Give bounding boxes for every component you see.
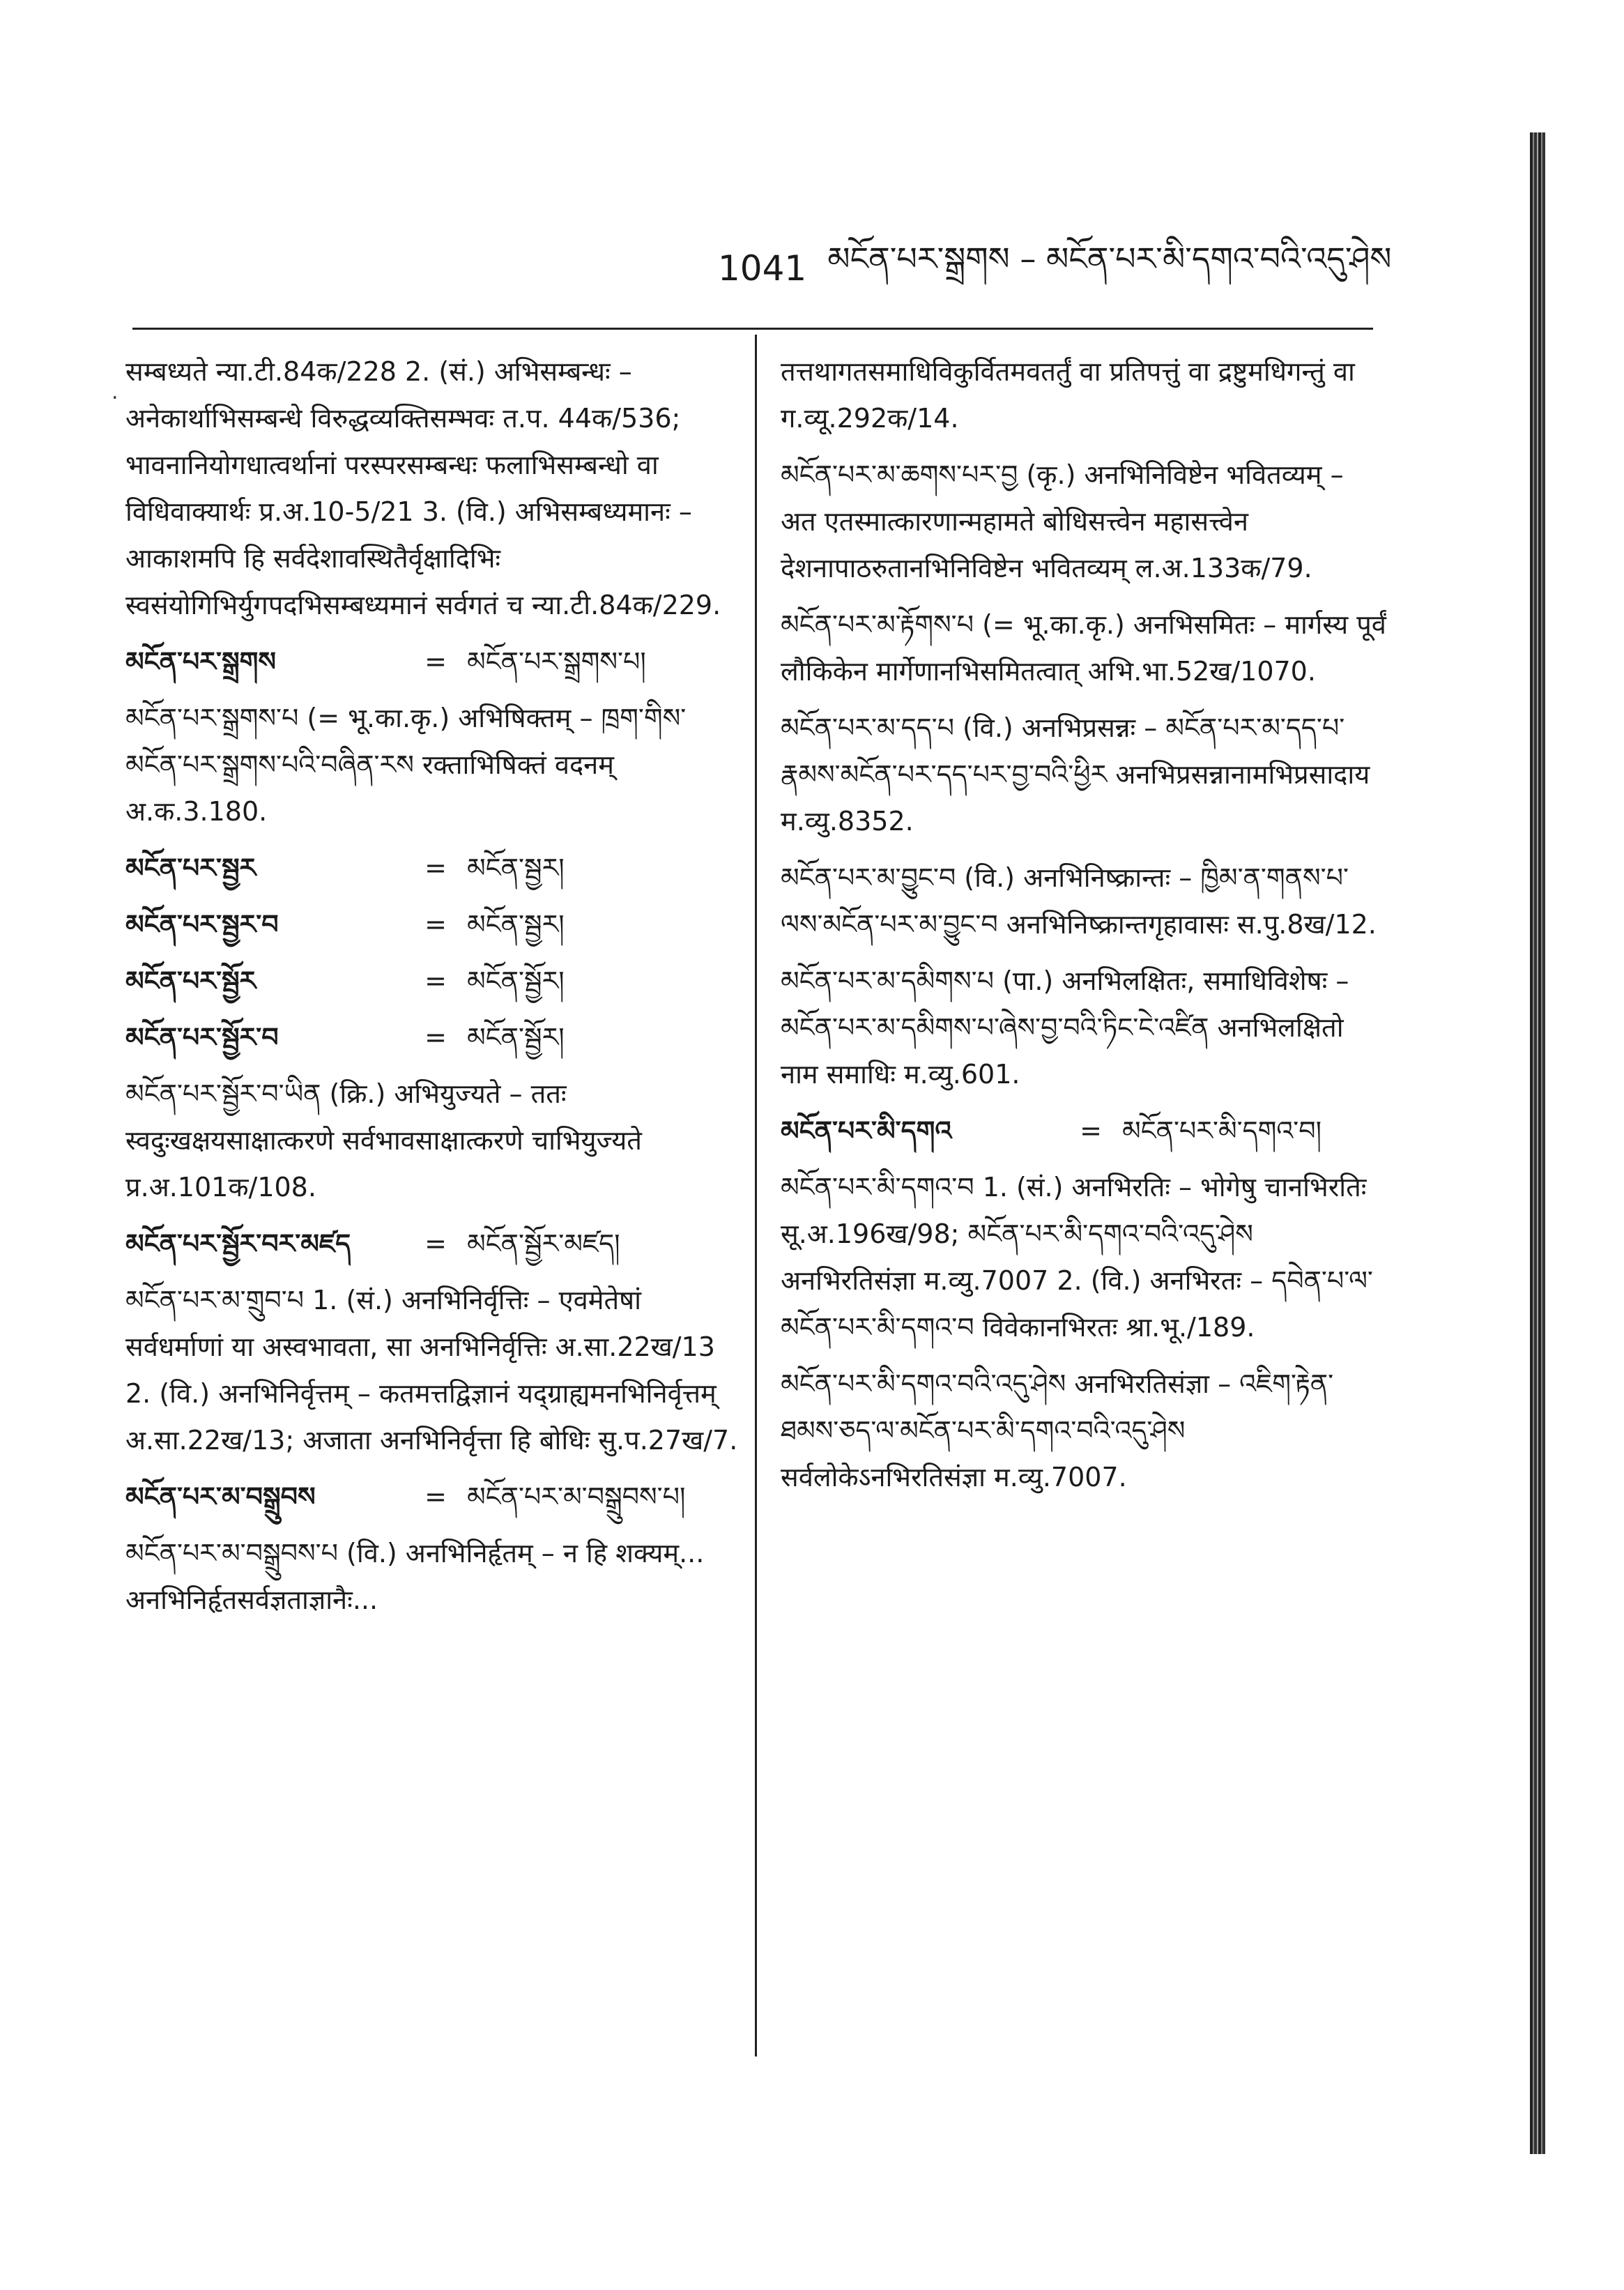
dictionary-entry: सम्बध्यते न्या.टी.84क/228 2. (सं.) अभिसम्बन्धः – अनेकार्थाभिसम्बन्धे विरुद्धव्यक्तिसम्भवः त.प. 44क/536; भावनानियोगधात्वर्थानां परस्परसम्बन्धः फलाभिसम्बन्धो वा विधिवाक्यार्थः प्र.अ.10-5/21 3. (वि.) अभिसम्बध्यमानः – आकाशमपि हि सर्वदेशावस्थितैर्वृक्षादिभिः स्वसंयोगिभिर्युगपदभिसम्बध्यमानं सर्वगतं च न्या.टी.84क/229. [125,356,721,620]
reference-target: མངོན་པར་མ་བསྒྲུབས་པ། [467,1481,686,1512]
reference-target: མངོན་སྦྱོར། [467,1022,565,1053]
dictionary-entry: མངོན་པར་མ་བྱུང་བ (वि.) अनभिनिष्क्रान्तः – ཁྱིམ་ན་གནས་པ་ལས་མངོན་པར་མ་བྱུང་བ अनभिनिष्क्रान्तगृहावासः स.पु.8ख/12. [781,862,1377,940]
equals-sign: = [1080,1115,1102,1146]
cross-reference-entry [125,901,739,948]
left-column [125,349,739,1633]
reference-target: མངོན་སྦྱོར། [467,965,565,996]
equals-sign: = [424,853,447,883]
binding-edge [1530,132,1545,2154]
reference-target: མངོན་པར་སྒྲགས་པ། [467,646,646,677]
header-range: མངོན་པར་སྒྲགས – མངོན་པར་མི་དགའ་བའི་འདུ་ཤེས [827,239,1392,277]
equals-sign: = [424,965,447,996]
page-number: 1041 [718,248,807,289]
header-rule [132,328,1373,330]
reference-target: མངོན་པར་མི་དགའ་བ། [1122,1115,1322,1146]
dictionary-entry: མངོན་པར་མ་གྲུབ་པ 1. (सं.) अनभिनिर्वृत्तिः – एवमेतेषां सर्वधर्माणां या अस्वभावता, सा अनभिनिर्वृत्तिः अ.सा.22ख/13 2. (वि.) अनभिनिर्वृत्तम् – कतमत्तद्विज्ञानं यद्ग्राह्यमनभिनिर्वृत्तम् अ.सा.22ख/13; अजाता अनभिनिर्वृत्ता हि बोधिः सु.प.27ख/7. [125,1285,738,1456]
cross-reference-entry [125,845,739,892]
dictionary-entry: མངོན་པར་མི་དགའ་བ 1. (सं.) अनभिरतिः – भोगेषु चानभिरतिः सू.अ.196ख/98; མངོན་པར་མི་དགའ་བའི་འདུ་ཤེས अनभिरतिसंज्ञा म.व्यु.7007 2. (वि.) अनभिरतः – དབེན་པ་ལ་མངོན་པར་མི་དགའ་བ विवेकानभिरतः श्रा.भू./189. [781,1172,1373,1343]
headword: མངོན་པར་མི་དགའ [781,1115,952,1146]
cross-reference-entry [125,1221,739,1267]
margin-dot: . [112,380,118,404]
reference-target: མངོན་སྦྱར། [467,909,565,940]
dictionary-entry: མངོན་པར་མ་བསྒྲུབས་པ (वि.) अनभिनिर्हृतम् – न हि शक्यम्... अनभिनिर्हृतसर्वज्ञताज्ञानैः... [125,1538,705,1615]
cross-reference-entry [125,958,739,1005]
headword: མངོན་པར་སྒྲགས [125,646,276,677]
equals-sign: = [424,1228,447,1259]
dictionary-entry: མངོན་པར་མི་དགའ་བའི་འདུ་ཤེས अनभिरतिसंज्ञा – འཇིག་རྟེན་ཐམས་ཅད་ལ་མངོན་པར་མི་དགའ་བའི་འདུ་ཤེས सर्वलोकेऽनभिरतिसंज्ञा म.व्यु.7007. [781,1368,1334,1493]
reference-target: མངོན་སྦྱར། [467,853,565,883]
cross-reference-entry [125,1474,739,1520]
headword: མངོན་པར་སྦྱར་བ [125,909,279,940]
cross-reference-entry [781,1108,1387,1154]
headword: མངོན་པར་སྦྱར [125,853,256,883]
headword: མངོན་པར་སྦྱོར་བར་མཛད [125,1228,351,1259]
dictionary-entry: མངོན་པར་སྒྲགས་པ (= भू.का.कृ.) अभिषिक्तम् – ཁྲག་གིས་མངོན་པར་སྒྲགས་པའི་བཞིན་རས रक्ताभिषिक्तं वदनम् अ.क.3.180. [125,703,687,827]
cross-reference-entry [125,1014,739,1061]
headword: མངོན་པར་སྦྱོར [125,965,256,996]
equals-sign: = [424,1481,447,1512]
dictionary-entry: མངོན་པར་མ་དད་པ (वि.) अनभिप्रसन्नः – མངོན་པར་མ་དད་པ་རྣམས་མངོན་པར་དད་པར་བྱ་བའི་ཕྱིར अनभिप्रसन्नानामभिप्रसादाय म.व्यु.8352. [781,712,1370,837]
dictionary-entry: མངོན་པར་སྦྱོར་བ་ཡིན (क्रि.) अभियुज्यते – ततः स्वदुःखक्षयसाक्षात्करणे सर्वभावसाक्षात्करणे चाभियुज्यते प्र.अ.101क/108. [125,1078,642,1203]
dictionary-entry: तत्तथागतसमाधिविकुर्वितमवतर्तुं वा प्रतिपत्तुं वा द्रष्टुमधिगन्तुं वा ग.व्यू.292क/14. [781,356,1355,434]
reference-target: མངོན་སྦྱོར་མཛད། [467,1228,620,1259]
dictionary-entry: མངོན་པར་མ་ཆགས་པར་བྱ (कृ.) अनभिनिविष्टेन भवितव्यम् – अत एतस्मात्कारणान्महामते बोधिसत्त्वेन महासत्त्वेन देशनापाठरुतानभिनिविष्टेन भवितव्यम् ल.अ.133क/79. [781,459,1344,583]
headword: མངོན་པར་སྦྱོར་བ [125,1022,279,1053]
equals-sign: = [424,1022,447,1053]
equals-sign: = [424,646,447,677]
dictionary-entry: མངོན་པར་མ་དམིགས་པ (पा.) अनभिलक्षितः, समाधिविशेषः – མངོན་པར་མ་དམིགས་པ་ཞེས་བྱ་བའི་ཏིང་ངེ་འཛིན अनभिलक्षितो नाम समाधिः म.व्यु.601. [781,965,1349,1090]
column-divider [755,335,757,2056]
dictionary-entry: མངོན་པར་མ་རྟོགས་པ (= भू.का.कृ.) अनभिसमितः – मार्गस्य पूर्वं लौकिकेन मार्गेणानभिसमितत्वात् अभि.भा.52ख/1070. [781,609,1386,687]
headword: མངོན་པར་མ་བསྒྲུབས [125,1481,316,1512]
equals-sign: = [424,909,447,940]
cross-reference-entry [125,639,739,685]
page-header [718,237,1415,300]
right-column [781,349,1387,1511]
